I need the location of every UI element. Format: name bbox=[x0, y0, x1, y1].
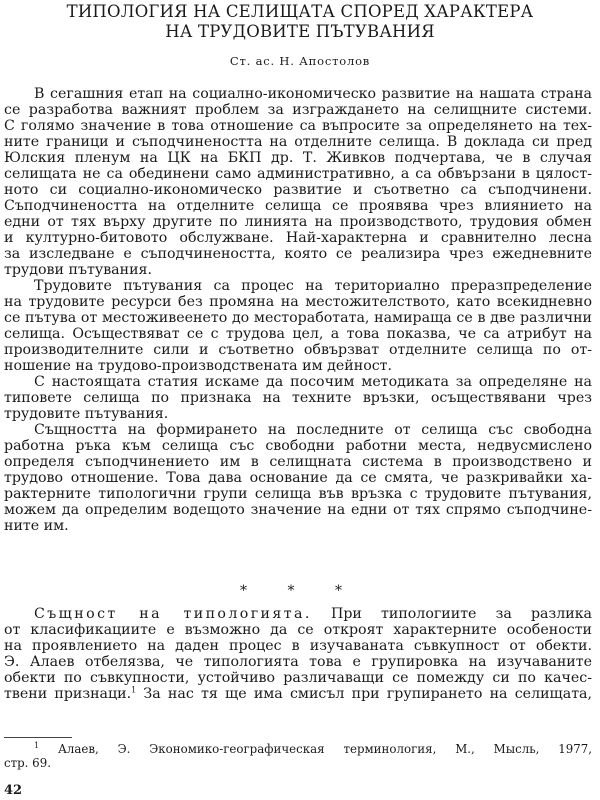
section-separator: * * * bbox=[240, 583, 360, 599]
section-heading: Същност на типологията. bbox=[34, 606, 312, 622]
body-line: Същността на формирането на последните от селища със свободна bbox=[34, 422, 592, 438]
body-line: С голямо значение в това отношение са въпросите за определянето на тех- bbox=[4, 118, 592, 134]
body-line: определя съподчинението им в селищната система в производствено и bbox=[4, 454, 592, 470]
body-line: трудово отношение. Това дава основание да се смята, че разкривайки ха- bbox=[4, 470, 592, 486]
title-line-2: НА ТРУДОВИТЕ ПЪТУВАНИЯ bbox=[165, 22, 435, 41]
body-line: Трудовите пътувания са процес на териториално преразпределение bbox=[34, 278, 592, 294]
body-line: трудовите пътувания. bbox=[4, 406, 169, 422]
body-line: производителните сили и съответно обвързват отделните селища по от- bbox=[4, 342, 592, 358]
body-line: селища. Осъществяват се с трудова цел, а това показва, че са атрибут на bbox=[4, 326, 592, 342]
article-body bbox=[4, 86, 592, 534]
body-line: ното си социално-икономическо развитие и съответно са съподчинени. bbox=[4, 182, 592, 198]
section-first-line-rest: При типологиите за разлика bbox=[330, 606, 593, 622]
body-line: на трудовите ресурси без промяна на местожителството, като всекидневно bbox=[4, 294, 592, 310]
page-number: 42 bbox=[4, 783, 23, 798]
footnote-line bbox=[4, 742, 592, 756]
body-line-with-footnote bbox=[4, 686, 592, 702]
body-line: Юлския пленум на ЦК на БКП др. Т. Живков подчертава, че в случая bbox=[4, 150, 592, 166]
body-line: В сегашния етап на социално-икономическо развитие на нашата страна bbox=[34, 86, 592, 102]
title-line-1: ТИПОЛОГИЯ НА СЕЛИЩАТА СПОРЕД ХАРАКТЕРА bbox=[66, 2, 534, 21]
footnote-divider bbox=[4, 737, 72, 738]
author-byline: Ст. ас. Н. Апостолов bbox=[229, 54, 371, 68]
body-line: се пътува от местоживеенето до месторaботата, намираща се в две различни bbox=[4, 310, 592, 326]
body-line: от класификациите е възможно да се откроят характерните особености bbox=[4, 622, 592, 638]
body-line: и културно-битовото обслужване. Най-характерна и сравнително лесна bbox=[4, 230, 592, 246]
body-line: Э. Алаев отбелязва, че типологията това е групировка на изучаваните bbox=[4, 654, 592, 670]
body-line: можем да определим водещото значение на едни от тях спрямо съподчине- bbox=[4, 502, 592, 518]
body-line: рактерните типологични групи селища във връзка с трудовите пътувания, bbox=[4, 486, 592, 502]
body-line: типовете селища по признака на техните връзки, осъществявани чрез bbox=[4, 390, 592, 406]
section-typology bbox=[4, 606, 592, 702]
footnote-line: стр. 69. bbox=[4, 756, 51, 770]
body-line: обекти по съвкупности, устойчиво различаващи се помежду си по качес- bbox=[4, 670, 592, 686]
body-line: Съподчинеността на отделните селища се проявява чрез влиянието на bbox=[4, 198, 592, 214]
body-line: едни от тях върху другите по линията на производството, трудовия обмен bbox=[4, 214, 592, 230]
body-line: работна ръка към селища със свободни работни места, недвусмислено bbox=[4, 438, 592, 454]
body-line: ните граници и съподчинеността на отделните селища. В доклада си пред bbox=[4, 134, 592, 150]
body-text-segment: твени признаци. bbox=[4, 686, 132, 702]
footnote-reference[interactable]: 1 bbox=[131, 685, 137, 695]
body-line: ношение на трудово-производствената им дейност. bbox=[4, 358, 393, 374]
body-line: се разработва важният проблем за изграждането на селищните системи. bbox=[4, 102, 592, 118]
section-first-line bbox=[4, 606, 592, 622]
article-title bbox=[0, 2, 600, 42]
body-line: на проявлението на даден процес в изучаваната съвкупност от обекти. bbox=[4, 638, 592, 654]
body-line: ните им. bbox=[4, 518, 69, 534]
footnote-mark: 1 bbox=[34, 741, 40, 751]
body-text-segment: За нас тя ще има смисъл при групирането на селищата, bbox=[136, 686, 593, 702]
body-line: селищата не са обединени само административно, а са обвързани в цялост- bbox=[4, 166, 592, 182]
body-line: за изследване е съподчинеността, която се реализира чрез ежедневните bbox=[4, 246, 592, 262]
body-line: С настоящата статия искаме да посочим методиката за определяне на bbox=[34, 374, 592, 390]
body-line: трудови пътувания. bbox=[4, 262, 153, 278]
footnote bbox=[4, 742, 592, 770]
footnote-citation: Алаев, Э. Экономико-географическая терминология, М., Мысль, 1977, bbox=[57, 742, 592, 756]
